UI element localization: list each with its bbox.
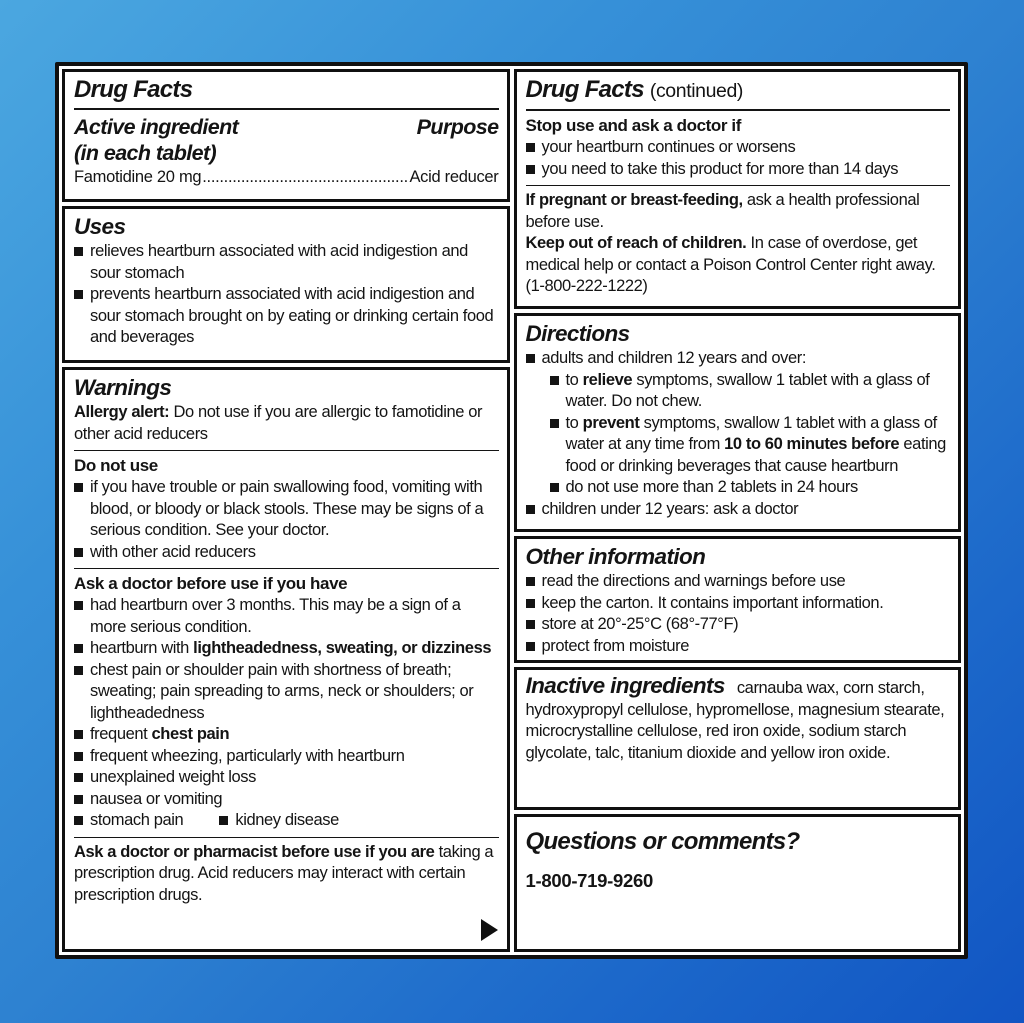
list-item bbox=[74, 789, 499, 811]
panel-other-information bbox=[514, 536, 962, 663]
list-item bbox=[74, 767, 499, 789]
square-bullet-icon bbox=[74, 730, 83, 739]
square-bullet-icon bbox=[526, 577, 535, 586]
drug-facts-label bbox=[55, 62, 968, 959]
list-item-text: keep the carton. It contains important information. bbox=[541, 593, 884, 612]
allergy-alert-text: Allergy alert: Do not use if you are allergic to famotidine or other acid reducers bbox=[74, 403, 483, 443]
square-bullet-icon bbox=[526, 505, 535, 514]
list-item-text: with other acid reducers bbox=[90, 542, 256, 561]
divider bbox=[526, 185, 951, 186]
list-item-text: to prevent symptoms, swallow 1 tablet with a glass of water at any time from 10 to 60 minutes before eating food or drinking beverages that cause heartburn bbox=[565, 413, 946, 475]
list-item bbox=[526, 499, 951, 521]
divider bbox=[74, 568, 499, 569]
list-item bbox=[74, 284, 499, 349]
ingredient-name: Famotidine 20 mg bbox=[74, 168, 202, 186]
list-item bbox=[74, 477, 499, 542]
square-bullet-icon bbox=[74, 666, 83, 675]
divider bbox=[74, 108, 499, 110]
square-bullet-icon bbox=[219, 816, 228, 825]
inactive-ingredients-title: Inactive ingredients bbox=[525, 673, 725, 698]
list-item bbox=[526, 137, 951, 159]
list-item-text: chest pain or shoulder pain with shortness of breath; sweating; pain spreading to arms, neck or shoulders; or lightheadedness bbox=[90, 660, 474, 722]
warnings-title: Warnings bbox=[74, 375, 172, 400]
questions-title: Questions or comments? bbox=[525, 828, 800, 855]
inactive-ingredients-paragraph bbox=[526, 675, 951, 764]
ingredient-purpose: Acid reducer bbox=[409, 168, 499, 186]
square-bullet-icon bbox=[74, 247, 83, 256]
uses-title: Uses bbox=[74, 214, 126, 239]
drug-facts-title: Drug Facts bbox=[74, 76, 193, 103]
square-bullet-icon bbox=[526, 143, 535, 152]
dot-leader bbox=[202, 166, 408, 189]
list-item-text: protect from moisture bbox=[541, 636, 689, 655]
list-item-text: frequent wheezing, particularly with heartburn bbox=[90, 746, 405, 765]
square-bullet-icon bbox=[74, 644, 83, 653]
square-bullet-icon bbox=[550, 376, 559, 385]
panel-uses bbox=[62, 206, 510, 363]
purpose-heading: Purpose bbox=[416, 115, 499, 139]
list-item bbox=[526, 593, 951, 615]
square-bullet-icon bbox=[526, 165, 535, 174]
do-not-use-heading: Do not use bbox=[74, 456, 158, 475]
ingredient-row bbox=[74, 166, 499, 189]
list-item bbox=[526, 159, 951, 181]
active-ingredient-subheading: (in each tablet) bbox=[74, 141, 217, 165]
square-bullet-icon bbox=[74, 795, 83, 804]
list-item bbox=[526, 636, 951, 658]
list-item-text: to relieve symptoms, swallow 1 tablet with a glass of water. Do not chew. bbox=[565, 370, 930, 410]
continue-arrow-icon bbox=[481, 919, 498, 941]
square-bullet-icon bbox=[74, 773, 83, 782]
square-bullet-icon bbox=[74, 483, 83, 492]
pregnancy-warning-text: If pregnant or breast-feeding, ask a health professional before use. bbox=[525, 191, 920, 231]
directions-title: Directions bbox=[525, 321, 630, 346]
panel-warnings bbox=[62, 367, 510, 952]
inactive-ingredients-text: carnauba wax, corn starch, hydroxypropyl cellulose, hypromellose, magnesium stearate, microcrystalline cellulose, red iron oxide, sodium starch glycolate, talc, titanium dioxide and yellow iron oxide. bbox=[525, 679, 945, 762]
list-item-text: adults and children 12 years and over: bbox=[541, 349, 807, 367]
list-item-text: nausea or vomiting bbox=[90, 789, 223, 808]
list-item-text: read the directions and warnings before use bbox=[541, 572, 846, 590]
list-item bbox=[74, 542, 499, 564]
list-item bbox=[74, 724, 499, 746]
square-bullet-icon bbox=[550, 419, 559, 428]
keep-out-of-reach-text: Keep out of reach of children. In case of overdose, get medical help or contact a Poison Control Center right away. (1-800-222-1222) bbox=[525, 234, 936, 295]
panel-active-ingredient bbox=[62, 69, 510, 202]
list-item bbox=[74, 746, 499, 768]
panel-inactive-ingredients bbox=[514, 667, 962, 810]
drug-facts-title-text: Drug Facts bbox=[525, 76, 644, 103]
list-item-text: heartburn with lightheadedness, sweating, or dizziness bbox=[90, 639, 492, 657]
stop-use-heading: Stop use and ask a doctor if bbox=[525, 116, 742, 135]
list-item bbox=[74, 241, 499, 284]
panel-questions bbox=[514, 814, 962, 952]
list-item-text: frequent chest pain bbox=[90, 725, 230, 743]
phone-number: 1-800-719-9260 bbox=[525, 870, 653, 891]
list-item bbox=[74, 638, 499, 660]
square-bullet-icon bbox=[74, 548, 83, 557]
square-bullet-icon bbox=[526, 354, 535, 363]
list-item bbox=[526, 413, 951, 478]
list-item-pair bbox=[74, 810, 499, 832]
active-ingredient-heading: Active ingredient bbox=[74, 115, 239, 139]
divider bbox=[74, 450, 499, 451]
square-bullet-icon bbox=[526, 599, 535, 608]
divider bbox=[526, 109, 951, 111]
other-information-title: Other information bbox=[525, 544, 706, 569]
square-bullet-icon bbox=[550, 483, 559, 492]
square-bullet-icon bbox=[74, 816, 83, 825]
list-item bbox=[526, 477, 951, 499]
list-item bbox=[526, 571, 951, 593]
list-item-text: relieves heartburn associated with acid indigestion and sour stomach bbox=[90, 242, 468, 282]
list-item-text: unexplained weight loss bbox=[90, 768, 256, 786]
square-bullet-icon bbox=[526, 620, 535, 629]
panel-directions bbox=[514, 313, 962, 532]
square-bullet-icon bbox=[526, 642, 535, 651]
divider bbox=[74, 837, 499, 838]
list-item-text: store at 20°-25°C (68°-77°F) bbox=[541, 615, 739, 633]
list-item-text: stomach pain bbox=[90, 811, 184, 829]
list-item-text: prevents heartburn associated with acid indigestion and sour stomach brought on by eating or drinking certain food and beverages bbox=[90, 285, 494, 346]
list-item bbox=[526, 370, 951, 413]
left-column bbox=[62, 69, 510, 952]
list-item bbox=[526, 614, 951, 636]
square-bullet-icon bbox=[74, 290, 83, 299]
panel-continued bbox=[514, 69, 962, 309]
list-item-text: kidney disease bbox=[235, 811, 339, 829]
list-item-text: do not use more than 2 tablets in 24 hours bbox=[565, 478, 858, 496]
list-item-text: your heartburn continues or worsens bbox=[541, 138, 796, 156]
square-bullet-icon bbox=[74, 752, 83, 761]
right-column bbox=[514, 69, 962, 952]
list-item-text: if you have trouble or pain swallowing food, vomiting with blood, or bloody or black stools. These may be signs of a serious condition. See your doctor. bbox=[90, 478, 484, 539]
continued-text: (continued) bbox=[649, 80, 744, 102]
list-item-text: you need to take this product for more than 14 days bbox=[541, 159, 899, 178]
list-item bbox=[526, 348, 951, 370]
ask-doctor-heading: Ask a doctor before use if you have bbox=[74, 574, 348, 593]
list-item bbox=[74, 595, 499, 638]
list-item-text: had heartburn over 3 months. This may be a sign of a more serious condition. bbox=[90, 596, 461, 636]
square-bullet-icon bbox=[74, 601, 83, 610]
ask-pharmacist-text: Ask a doctor or pharmacist before use if you are taking a prescription drug. Acid reducers may interact with certain prescription drugs. bbox=[74, 842, 494, 904]
drug-facts-continued-title bbox=[526, 75, 951, 106]
list-item bbox=[74, 660, 499, 725]
list-item-text: children under 12 years: ask a doctor bbox=[541, 499, 799, 518]
